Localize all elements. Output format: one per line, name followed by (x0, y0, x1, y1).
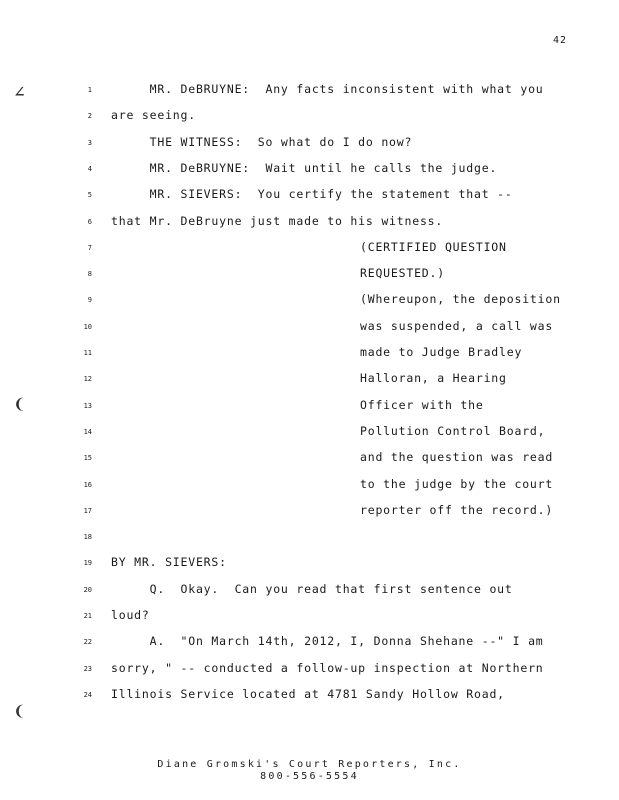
transcript-line (0, 529, 619, 547)
transcript-line (0, 634, 619, 652)
line-text: REQUESTED.) (360, 266, 445, 281)
transcript-line (0, 135, 619, 153)
transcript-line (0, 477, 619, 495)
binder-hole-mark-middle: ❨ (14, 394, 25, 415)
line-text: loud? (111, 608, 150, 622)
transcript-line (0, 292, 619, 310)
transcript-line (0, 661, 619, 679)
transcript-line (0, 214, 619, 232)
line-number: 14 (83, 427, 92, 436)
transcript-line (0, 582, 619, 600)
transcript-line (0, 424, 619, 442)
line-text: A. "On March 14th, 2012, I, Donna Shehane --" I am (111, 634, 544, 649)
line-number: 10 (83, 322, 92, 331)
binder-hole-mark-top: ∠ (14, 82, 25, 103)
line-text: and the question was read (360, 450, 554, 465)
line-text: Q. Okay. Can you read that first sentence out (111, 581, 513, 596)
line-text: MR. DeBRUYNE: Any facts inconsistent with what you (111, 82, 544, 96)
line-number: 2 (87, 112, 92, 121)
binder-hole-mark-bottom: ❨ (14, 701, 25, 722)
transcript-line (0, 319, 619, 337)
line-number: 24 (83, 690, 92, 699)
transcript-line (0, 555, 619, 573)
line-number: 3 (87, 138, 92, 147)
line-number: 8 (87, 270, 92, 279)
transcript-line (0, 161, 619, 179)
line-number: 22 (83, 638, 92, 647)
line-text: THE WITNESS: So what do I do now? (111, 134, 413, 149)
line-number: 1 (87, 86, 92, 94)
line-text: Illinois Service located at 4781 Sandy Hollow Road, (111, 686, 505, 701)
line-number: 23 (83, 664, 92, 673)
transcript-line (0, 371, 619, 389)
transcript-line (0, 108, 619, 126)
line-number: 13 (83, 401, 92, 410)
line-text: made to Judge Bradley (360, 345, 523, 359)
line-text: sorry, " -- conducted a follow-up inspection at Northern (111, 660, 544, 675)
footer-phone: 800-556-5554 (260, 771, 359, 782)
line-number: 9 (87, 296, 92, 305)
line-text: (CERTIFIED QUESTION (360, 239, 507, 254)
line-text: was suspended, a call was (360, 318, 554, 333)
line-text: Officer with the (360, 397, 484, 412)
page-number: 42 (552, 35, 567, 46)
transcript-line (0, 266, 619, 284)
line-number: 16 (83, 480, 92, 489)
transcript-line (0, 82, 619, 100)
transcript-line (0, 345, 619, 363)
line-number: 7 (87, 243, 92, 252)
line-number: 12 (83, 375, 92, 384)
line-number: 20 (83, 585, 92, 594)
transcript-line (0, 503, 619, 521)
transcript-line (0, 240, 619, 258)
transcript-line (0, 450, 619, 468)
line-text: reporter off the record.) (360, 502, 554, 517)
line-text: to the judge by the court (360, 476, 554, 491)
line-text: (Whereupon, the deposition (360, 292, 561, 307)
line-text: MR. DeBRUYNE: Wait until he calls the judge. (111, 160, 498, 175)
line-text: MR. SIEVERS: You certify the statement that -- (111, 187, 513, 202)
line-number: 15 (83, 454, 92, 463)
line-number: 4 (87, 164, 92, 173)
line-number: 11 (83, 349, 92, 357)
line-text: that Mr. DeBruyne just made to his witness. (111, 213, 444, 228)
line-number: 17 (83, 506, 92, 515)
line-number: 6 (87, 217, 92, 226)
line-text: Halloran, a Hearing (360, 371, 507, 386)
line-number: 5 (87, 191, 92, 200)
line-text: BY MR. SIEVERS: (111, 555, 227, 570)
transcript-line (0, 398, 619, 416)
line-number: 21 (83, 612, 92, 620)
line-text: Pollution Control Board, (360, 423, 546, 438)
line-number: 18 (83, 533, 92, 542)
footer-reporter-name: Diane Gromski's Court Reporters, Inc. (157, 759, 462, 770)
transcript-line (0, 687, 619, 705)
line-text: are seeing. (111, 108, 196, 123)
transcript-line (0, 608, 619, 626)
line-number: 19 (83, 559, 92, 568)
transcript-line (0, 187, 619, 205)
